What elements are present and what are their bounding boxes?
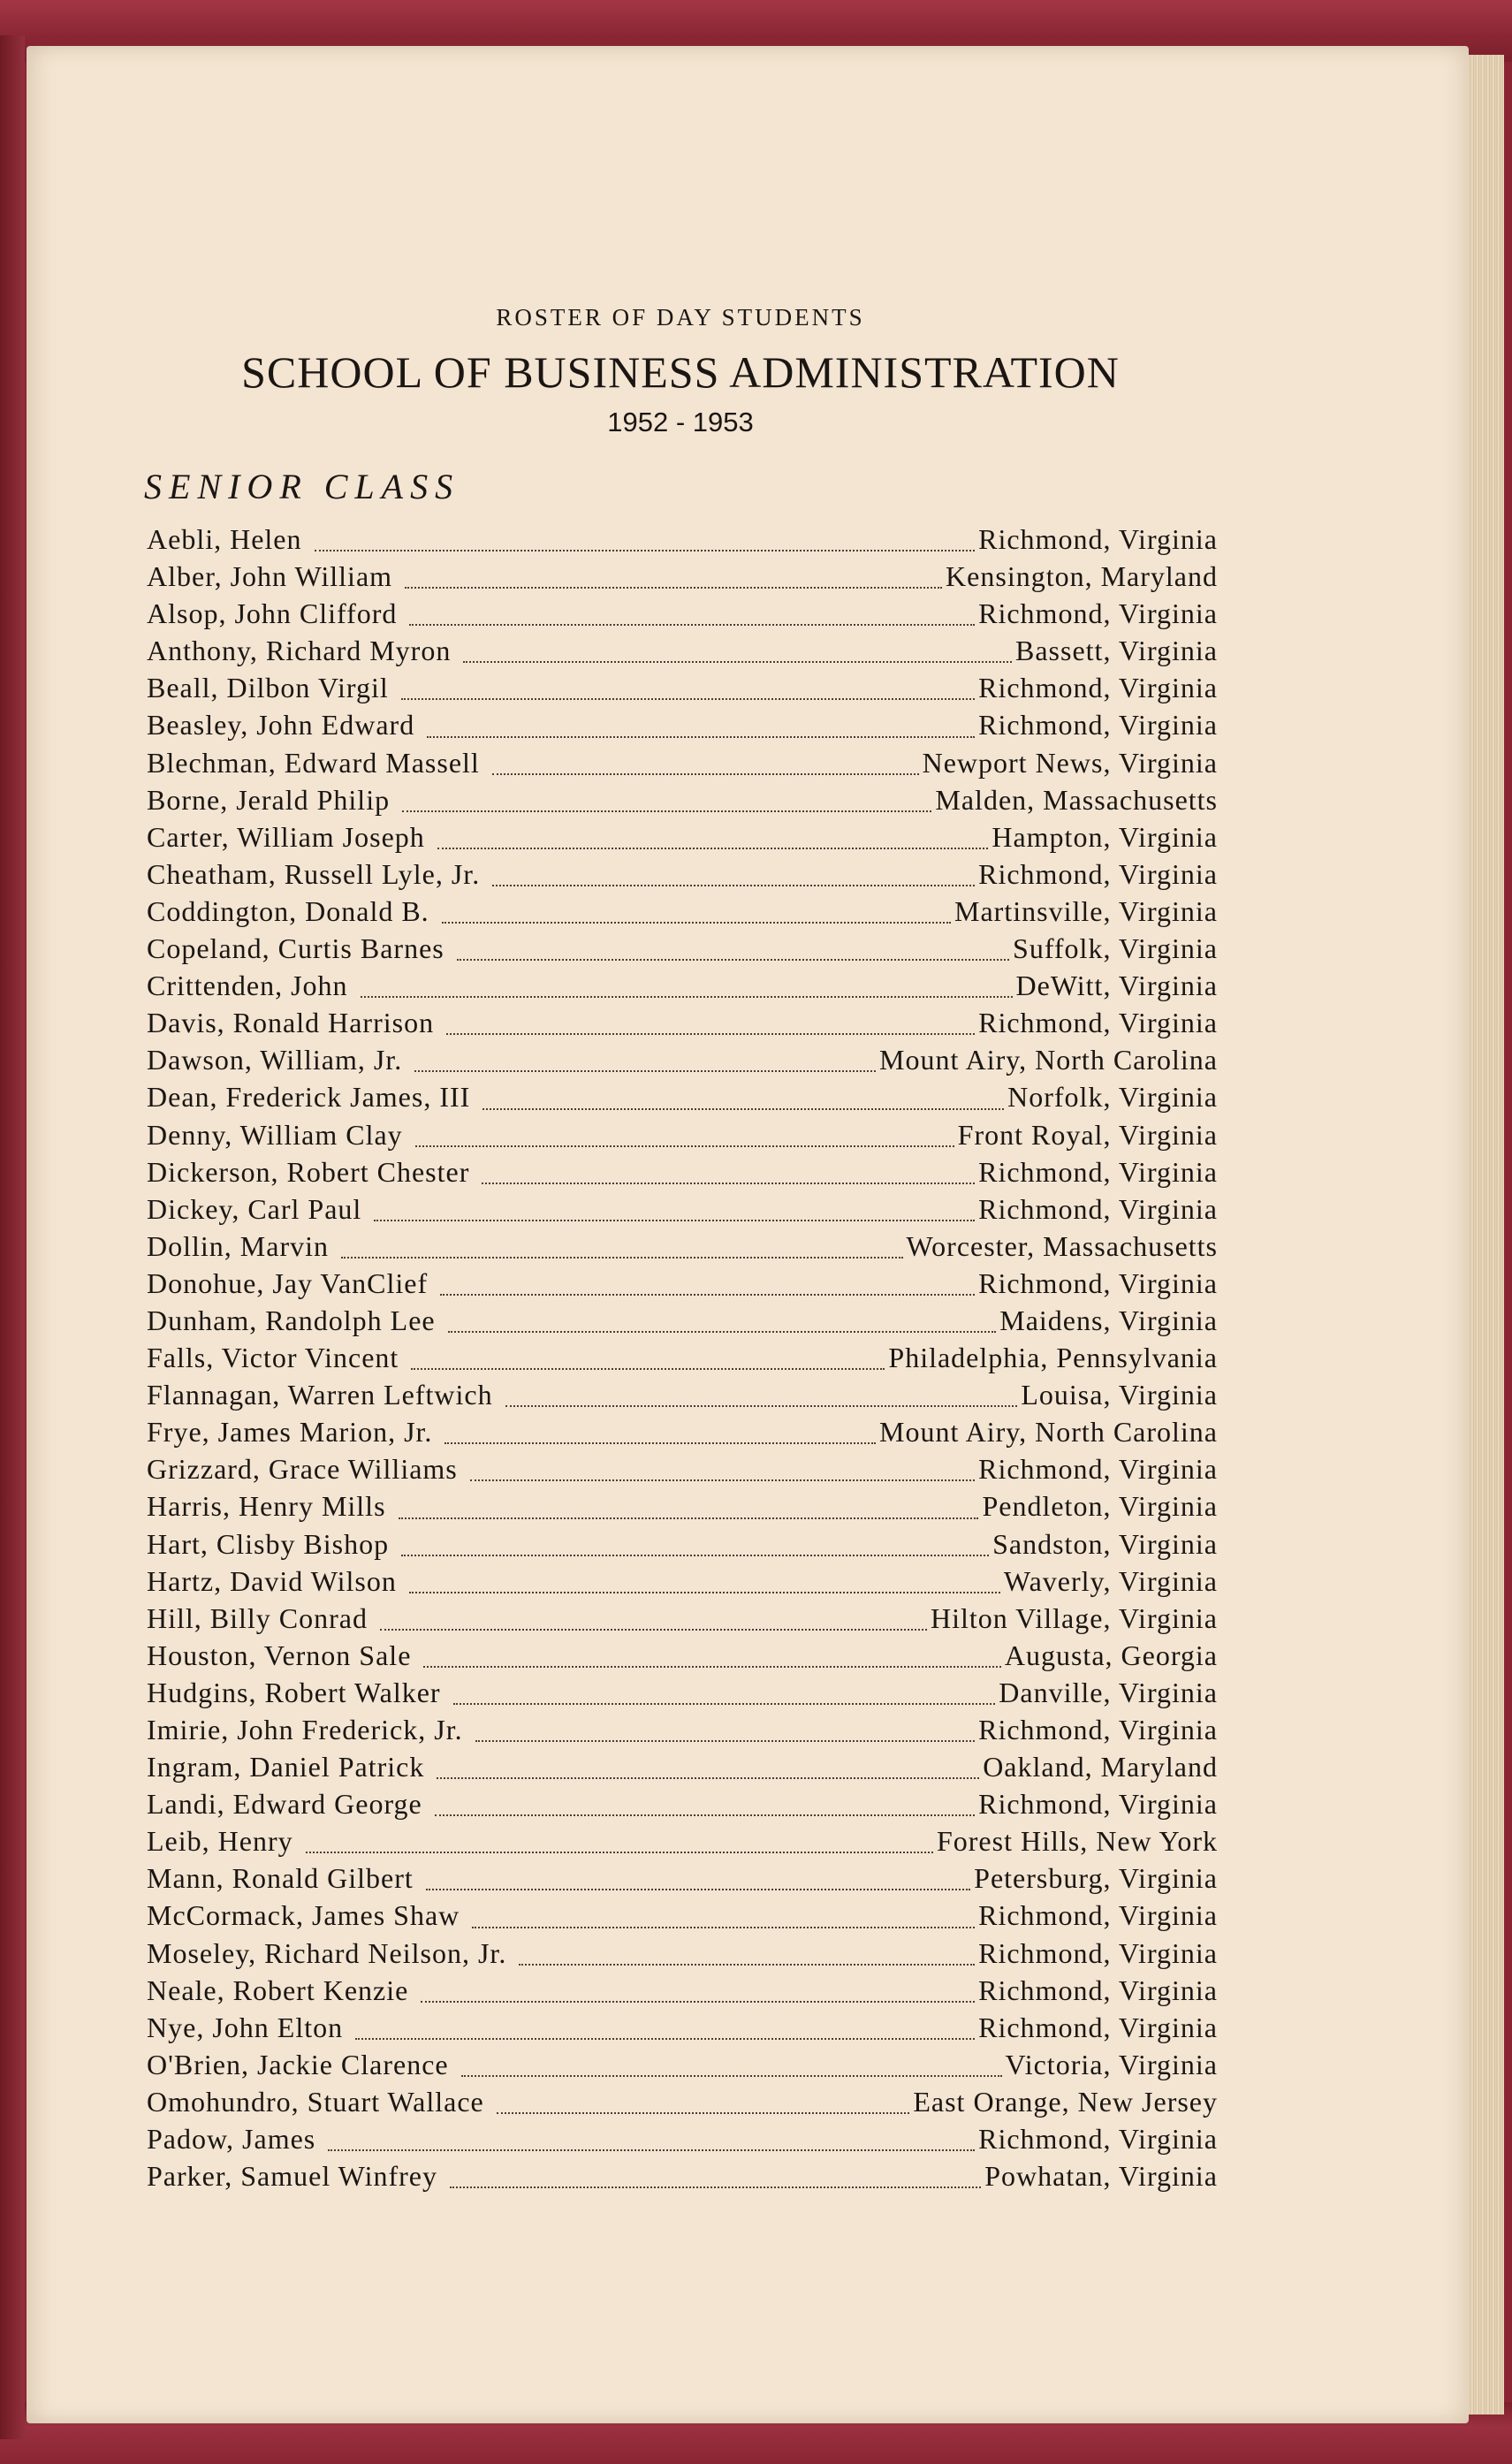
dot-leader [426,1889,970,1890]
student-hometown: Richmond, Virginia [978,857,1218,890]
student-name: Donohue, Jay VanClief [147,1266,429,1299]
student-name: Aebli, Helen [147,523,302,555]
list-item [147,1528,1218,1565]
student-hometown: Forest Hills, New York [936,1825,1218,1858]
dot-leader [411,1368,885,1370]
student-hometown: Richmond, Virginia [978,1936,1218,1969]
student-name: Dean, Frederick James, III [147,1081,471,1114]
list-item [147,1230,1218,1267]
dot-leader [453,1703,996,1705]
student-hometown: Richmond, Virginia [978,709,1218,741]
student-name: Denny, William Clay [147,1118,403,1151]
student-name: Houston, Vernon Sale [147,1639,412,1671]
dot-leader [374,1220,975,1221]
list-item [147,1342,1218,1379]
student-hometown: Sandston, Virginia [992,1527,1218,1560]
dot-leader [463,661,1012,663]
list-item [147,597,1218,635]
dot-leader [401,698,975,700]
dot-leader [435,1814,975,1816]
student-name: Frye, James Marion, Jr. [147,1416,433,1449]
list-item [147,1081,1218,1118]
list-item [147,2160,1218,2197]
student-name: Hartz, David Wilson [147,1564,397,1597]
student-hometown: Oakland, Maryland [983,1751,1218,1783]
student-name: Dickerson, Robert Chester [147,1155,470,1188]
student-hometown: Richmond, Virginia [978,1714,1218,1745]
dot-leader [423,1666,1000,1668]
dot-leader [414,1070,876,1072]
dot-leader [448,1331,997,1333]
list-item [147,895,1218,932]
student-name: Hart, Clisby Bishop [147,1527,390,1560]
list-item [147,1825,1218,1862]
student-hometown: Hampton, Virginia [992,820,1218,853]
dot-leader [461,2075,1002,2077]
list-item [147,932,1218,970]
dot-leader [328,2149,975,2151]
student-name: Padow, James [147,2123,316,2156]
student-name: Landi, Edward George [147,1788,422,1821]
dot-leader [405,587,942,589]
dot-leader [306,1852,933,1853]
student-hometown: Malden, Massachusetts [935,783,1218,816]
dot-leader [519,1964,975,1966]
list-item [147,1862,1218,1899]
dot-leader [492,773,919,775]
list-item [147,1379,1218,1416]
list-item [147,709,1218,746]
dot-leader [475,1740,976,1742]
dot-leader [361,996,1013,998]
student-hometown: Norfolk, Virginia [1007,1081,1218,1114]
student-hometown: Martinsville, Virginia [954,894,1218,927]
dot-leader [446,1033,975,1035]
dot-leader [409,624,975,626]
dot-leader [482,1108,1004,1110]
student-name: Moseley, Richard Neilson, Jr. [147,1936,507,1969]
list-item [147,747,1218,784]
page-edges [1467,55,1504,2415]
student-hometown: Richmond, Virginia [978,1192,1218,1225]
student-hometown: Mount Airy, North Carolina [879,1416,1218,1449]
list-item [147,821,1218,858]
student-name: Neale, Robert Kenzie [147,1973,409,2006]
list-item [147,1937,1218,1974]
student-name: Beall, Dilbon Virgil [147,672,389,704]
student-hometown: Richmond, Virginia [978,672,1218,704]
dot-leader [315,550,976,551]
student-name: Dickey, Carl Paul [147,1192,362,1225]
student-hometown: Newport News, Virginia [922,746,1218,779]
student-name: Nye, John Elton [147,2011,344,2043]
student-hometown: Front Royal, Virginia [957,1118,1218,1151]
student-hometown: Worcester, Massachusetts [906,1229,1218,1262]
list-item [147,1677,1218,1714]
student-hometown: Waverly, Virginia [1003,1564,1218,1597]
list-item [147,672,1218,709]
student-name: Dunham, Randolph Lee [147,1304,436,1336]
student-name: Dollin, Marvin [147,1229,329,1262]
list-item [147,2123,1218,2160]
dot-leader [472,1927,975,1928]
dot-leader [437,848,989,849]
dot-leader [497,2112,910,2114]
dot-leader [437,1777,979,1779]
student-hometown: East Orange, New Jersey [913,2085,1218,2118]
list-item [147,1639,1218,1677]
student-name: Ingram, Daniel Patrick [147,1751,425,1783]
student-name: Alber, John William [147,560,393,593]
student-name: Leib, Henry [147,1825,293,1858]
dot-leader [492,885,975,886]
book-cover-left [0,35,25,2439]
student-hometown: Maidens, Virginia [999,1304,1218,1336]
dot-leader [457,959,1009,961]
dot-leader [380,1629,927,1631]
student-hometown: Petersburg, Virginia [974,1862,1218,1895]
student-name: Mann, Ronald Gilbert [147,1862,414,1895]
student-name: McCormack, James Shaw [147,1899,460,1932]
dot-leader [399,1517,979,1519]
student-hometown: Philadelphia, Pennsylvania [888,1342,1218,1374]
student-name: Flannagan, Warren Leftwich [147,1379,493,1411]
list-item [147,1899,1218,1936]
student-hometown: Richmond, Virginia [978,1788,1218,1821]
student-name: Copeland, Curtis Barnes [147,932,444,965]
dot-leader [450,2186,981,2188]
student-name: Borne, Jerald Philip [147,783,391,816]
list-item [147,1788,1218,1825]
student-hometown: Victoria, Virginia [1005,2048,1218,2080]
student-name: Blechman, Edward Massell [147,746,480,779]
list-item [147,1007,1218,1044]
student-name: Cheatham, Russell Lyle, Jr. [147,857,481,890]
list-item [147,858,1218,895]
list-item [147,1565,1218,1602]
list-item [147,784,1218,821]
student-name: Imirie, John Frederick, Jr. [147,1714,463,1745]
list-item [147,1304,1218,1342]
dot-leader [415,1145,954,1147]
dot-leader [355,2038,975,2040]
page-title: SCHOOL OF BUSINESS ADMINISTRATION [241,347,1120,397]
student-hometown: Richmond, Virginia [978,1266,1218,1299]
roster-subtitle: ROSTER OF DAY STUDENTS [496,304,865,331]
student-hometown: Richmond, Virginia [978,1453,1218,1486]
student-hometown: Suffolk, Virginia [1013,932,1218,965]
student-name: Beasley, John Edward [147,709,415,741]
dot-leader [440,1294,975,1296]
list-item [147,1714,1218,1751]
student-name: Davis, Ronald Harrison [147,1007,435,1039]
student-name: Hill, Billy Conrad [147,1601,368,1634]
list-item [147,2049,1218,2086]
student-hometown: Richmond, Virginia [978,597,1218,630]
list-item [147,523,1218,560]
student-name: Grizzard, Grace Williams [147,1453,458,1486]
student-hometown: Richmond, Virginia [978,1007,1218,1039]
student-name: Omohundro, Stuart Wallace [147,2085,484,2118]
student-name: Anthony, Richard Myron [147,635,452,667]
list-item [147,1974,1218,2012]
student-hometown: Louisa, Virginia [1021,1379,1218,1411]
student-hometown: DeWitt, Virginia [1015,970,1218,1002]
dot-leader [444,1442,876,1444]
student-hometown: Kensington, Maryland [946,560,1218,593]
list-item [147,2012,1218,2049]
student-hometown: Powhatan, Virginia [984,2160,1218,2193]
dot-leader [421,2001,975,2003]
list-item [147,2086,1218,2123]
list-item [147,560,1218,597]
dot-leader [470,1479,975,1481]
list-item [147,1119,1218,1156]
student-hometown: Hilton Village, Virginia [930,1601,1218,1634]
dot-leader [427,736,975,738]
student-roster [147,523,1218,2197]
student-name: Alsop, John Clifford [147,597,398,630]
list-item [147,1602,1218,1639]
dot-leader [505,1405,1018,1407]
student-name: O'Brien, Jackie Clarence [147,2048,449,2080]
student-hometown: Danville, Virginia [999,1676,1218,1708]
dot-leader [482,1183,975,1184]
list-item [147,1453,1218,1490]
student-name: Carter, William Joseph [147,820,425,853]
dot-leader [409,1592,1000,1593]
student-hometown: Richmond, Virginia [978,1973,1218,2006]
section-title: SENIOR CLASS [144,467,460,506]
academic-year: 1952 - 1953 [607,407,754,437]
student-hometown: Pendleton, Virginia [982,1490,1218,1523]
student-hometown: Richmond, Virginia [978,2123,1218,2156]
student-hometown: Richmond, Virginia [978,523,1218,555]
book-page [27,46,1469,2423]
dot-leader [341,1257,903,1259]
student-hometown: Richmond, Virginia [978,1899,1218,1932]
list-item [147,1751,1218,1788]
student-name: Dawson, William, Jr. [147,1044,403,1076]
student-hometown: Mount Airy, North Carolina [879,1044,1218,1076]
student-hometown: Augusta, Georgia [1004,1639,1218,1671]
list-item [147,1193,1218,1230]
student-name: Coddington, Donald B. [147,894,429,927]
list-item [147,1416,1218,1453]
list-item [147,970,1218,1007]
list-item [147,1156,1218,1193]
student-name: Falls, Victor Vincent [147,1342,399,1374]
list-item [147,1490,1218,1527]
student-name: Hudgins, Robert Walker [147,1676,441,1708]
dot-leader [442,922,951,924]
student-hometown: Richmond, Virginia [978,1155,1218,1188]
list-item [147,635,1218,672]
dot-leader [402,810,931,812]
student-hometown: Richmond, Virginia [978,2011,1218,2043]
list-item [147,1044,1218,1081]
student-name: Parker, Samuel Winfrey [147,2160,437,2193]
dot-leader [401,1555,989,1556]
student-name: Crittenden, John [147,970,348,1002]
student-name: Harris, Henry Mills [147,1490,386,1523]
student-hometown: Bassett, Virginia [1015,635,1218,667]
list-item [147,1267,1218,1304]
